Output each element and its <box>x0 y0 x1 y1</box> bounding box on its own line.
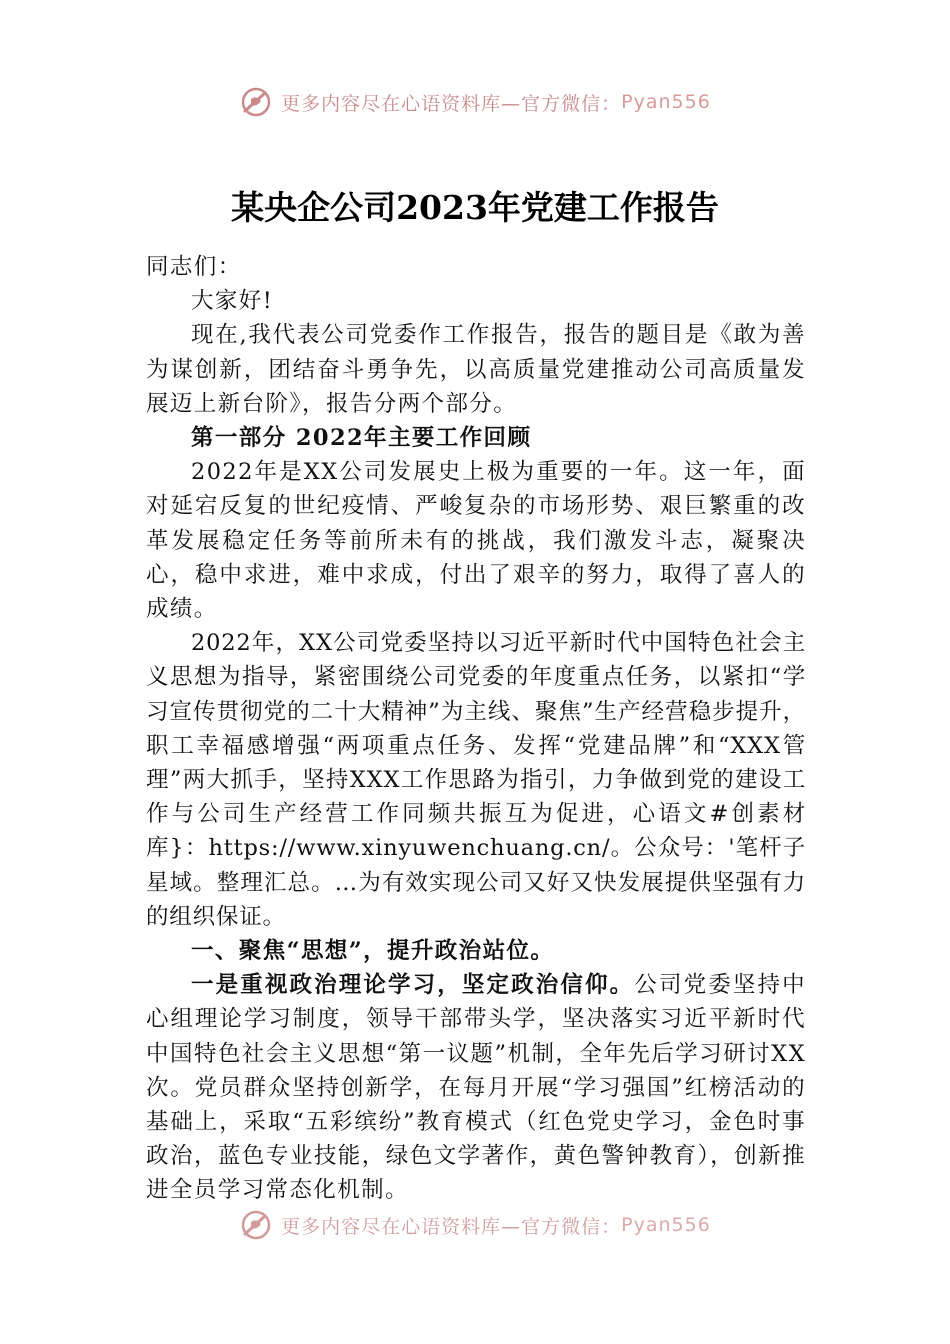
intro-paragraph: 现在,我代表公司党委作工作报告，报告的题目是《敢为善为谋创新，团结奋斗勇争先，以高质量党建推动公司高质量发展迈上新台阶》，报告分两个部分。 <box>146 322 806 417</box>
greeting: 同志们： <box>146 254 242 280</box>
paragraph-3 <box>146 968 806 1207</box>
paragraph-3-lead: 一是重视政治理论学习，坚定政治信仰。 <box>191 972 635 999</box>
paragraph-1: 2022年是XX公司发展史上极为重要的一年。这一年，面对延宕反复的世纪疫情、严峻复杂的市场形势、艰巨繁重的改革发展稳定任务等前所未有的挑战，我们激发斗志，凝聚决心，稳中求进，难中求成，付出了艰辛的努力，取得了喜人的成绩。 <box>146 459 806 623</box>
watermark-footer <box>0 1205 950 1245</box>
watermark-wechat-id: Pyan556 <box>621 91 711 113</box>
salutation: 大家好! <box>191 288 274 315</box>
paragraph-2: 2022年，XX公司党委坚持以习近平新时代中国特色社会主义思想为指导，紧密围绕公司党委的年度重点任务，以紧扣“学习宣传贯彻党的二十大精神”为主线、聚焦”生产经营稳步提升，职工幸福感增强“两项重点任务、发挥“党建品牌”和“XXX管理”两大抓手，坚持XXX工作思路为指引，力争做到党的建设工作与公司生产经营工作同频共振互为促进，心语文#创素材库}：https://www.xinyuwenchuang.cn/。公众号：'笔杆子星域。整理汇总。…为有效实现公司又好又快发展提供坚强有力的组织保证。 <box>146 630 806 930</box>
watermark-header <box>0 82 950 122</box>
section-one-heading: 一、聚焦“思想”，提升政治站位。 <box>191 938 555 965</box>
document-body <box>146 250 806 1208</box>
paragraph-3-body: 公司党委坚持中心组理论学习制度，领导干部带头学，坚决落实习近平新时代中国特色社会主义思想“第一议题”机制，全年先后学习研讨XX次。党员群众坚持创新学，在每月开展“学习强国”红榜活动的基础上，采取“五彩缤纷”教育模式（红色党史学习，金色时事政治，蓝色专业技能，绿色文学著作，黄色警钟教育），创新推进全员学习常态化机制。 <box>146 972 806 1204</box>
watermark-wechat-id: Pyan556 <box>621 1214 711 1236</box>
document-title: 某央企公司2023年党建工作报告 <box>231 188 719 227</box>
watermark-text: 更多内容尽在心语资料库—官方微信： <box>281 92 622 115</box>
part-one-heading: 第一部分 2022年主要工作回顾 <box>191 425 532 452</box>
watermark-logo-icon <box>239 1208 273 1242</box>
watermark-logo-icon <box>239 85 273 119</box>
watermark-text: 更多内容尽在心语资料库—官方微信： <box>281 1215 622 1238</box>
